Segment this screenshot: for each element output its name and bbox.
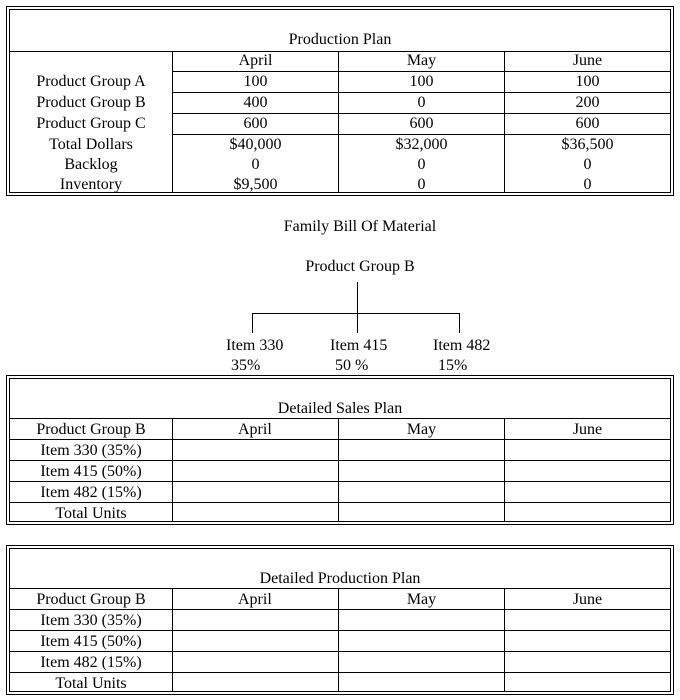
pp-month-may: May <box>406 52 437 69</box>
pp-row-label: Product Group B <box>36 94 146 111</box>
sales-plan-month-may: May <box>406 421 437 438</box>
bom-item-482-pct: 15% <box>438 357 468 374</box>
pp-cell: 0 <box>583 176 592 193</box>
pp-row-label: Backlog <box>64 156 118 173</box>
dpp-month-april: April <box>238 591 272 608</box>
pp-cell: $32,000 <box>395 136 448 153</box>
bom-item-330-name: Item 330 <box>226 337 284 354</box>
dpp-row-item-330: Item 330 (35%) <box>40 612 142 629</box>
dpp-month-may: May <box>406 591 437 608</box>
pp-row-label: Inventory <box>59 176 123 193</box>
dpp-row-item-482: Item 482 (15%) <box>40 654 142 671</box>
sales-plan-title: Detailed Sales Plan <box>277 400 403 417</box>
sales-plan-month-june: June <box>572 421 603 438</box>
sales-plan-row-total-units: Total Units <box>55 505 127 522</box>
bom-title: Family Bill Of Material <box>283 218 437 235</box>
dpp-row-total-units: Total Units <box>55 675 127 692</box>
bom-item-482-name: Item 482 <box>433 337 491 354</box>
bom-item-415-name: Item 415 <box>330 337 388 354</box>
pp-cell: 100 <box>243 73 268 90</box>
pp-month-june: June <box>572 52 603 69</box>
sales-plan-header: Product Group B <box>36 421 146 438</box>
pp-cell: 600 <box>243 115 268 132</box>
sales-plan-row-item-415: Item 415 (50%) <box>40 463 142 480</box>
pp-cell: 200 <box>575 94 600 111</box>
bom-item-330-pct: 35% <box>231 357 261 374</box>
sales-plan-row-item-330: Item 330 (35%) <box>40 442 142 459</box>
pp-row-label: Total Dollars <box>49 136 133 153</box>
sales-plan-month-april: April <box>238 421 272 438</box>
dpp-header: Product Group B <box>36 591 146 608</box>
pp-cell: $40,000 <box>229 136 282 153</box>
pp-row-label: Product Group C <box>36 115 146 132</box>
detailed-production-plan-title: Detailed Production Plan <box>259 570 421 587</box>
dpp-month-june: June <box>572 591 603 608</box>
bom-root: Product Group B <box>305 258 415 275</box>
pp-cell: 600 <box>409 115 434 132</box>
sales-plan-row-item-482: Item 482 (15%) <box>40 484 142 501</box>
pp-cell: 100 <box>575 73 600 90</box>
pp-cell: 0 <box>251 156 260 173</box>
pp-cell: 0 <box>417 156 426 173</box>
pp-cell: 100 <box>409 73 434 90</box>
pp-cell: 0 <box>583 156 592 173</box>
pp-cell: $9,500 <box>233 176 278 193</box>
pp-cell: 600 <box>575 115 600 132</box>
pp-cell: 0 <box>417 176 426 193</box>
pp-cell: 400 <box>243 94 268 111</box>
pp-cell: $36,500 <box>561 136 614 153</box>
pp-row-label: Product Group A <box>36 73 146 90</box>
pp-month-april: April <box>238 52 273 69</box>
bom-item-415-pct: 50 % <box>335 357 369 374</box>
pp-cell: 0 <box>417 94 426 111</box>
production-plan-title: Production Plan <box>288 31 392 48</box>
dpp-row-item-415: Item 415 (50%) <box>40 633 142 650</box>
